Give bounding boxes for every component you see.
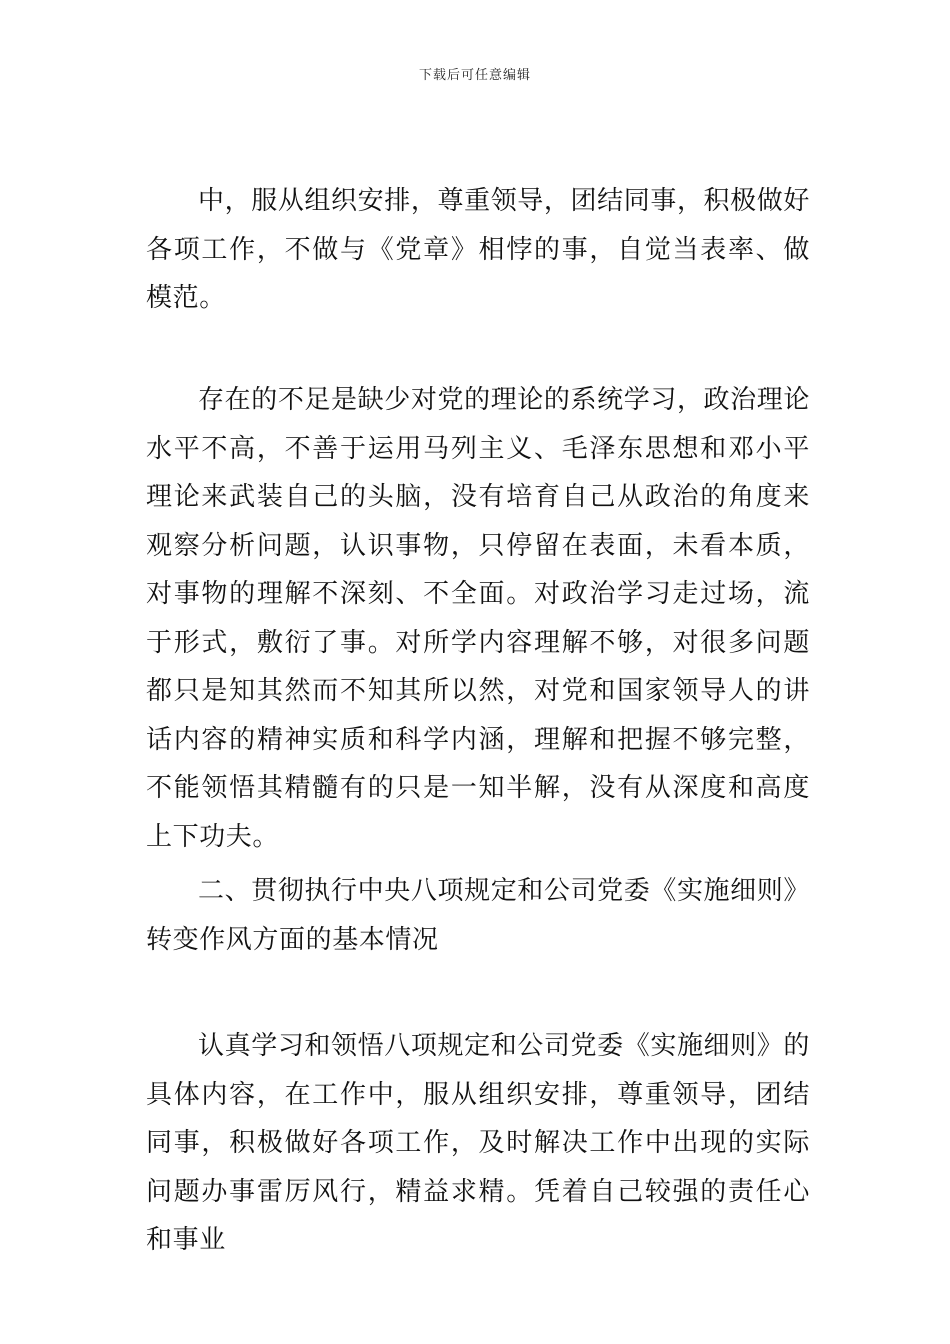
paragraph-study: 认真学习和领悟八项规定和公司党委《实施细则》的具体内容，在工作中，服从组织安排，尊重领导，团结同事，积极做好各项工作，及时解决工作中出现的实际问题办事雷厉风行，精益求精。凭着自己较强的责任心和事业 — [146, 1031, 810, 1255]
header-note: 下载后可任意编辑 — [418, 68, 531, 83]
paragraph-continued: 中，服从组织安排，尊重领导，团结同事，积极做好各项工作，不做与《党章》相悖的事，自觉当表率、做模范。 — [146, 186, 810, 313]
paragraph-shortcomings: 存在的不足是缺少对党的理论的系统学习，政治理论水平不高，不善于运用马列主义、毛泽东思想和邓小平理论来武装自己的头脑，没有培育自己从政治的角度来观察分析问题，认识事物，只停留在表面，未看本质，对事物的理解不深刻、不全面。对政治学习走过场，流于形式，敷衍了事。对所学内容理解不够，对很多问题都只是知其然而不知其所以然，对党和国家领导人的讲话内容的精神实质和科学内涵，理解和把握不够完整，不能领悟其精髓有的只是一知半解，没有从深度和高度上下功夫。 — [146, 385, 810, 852]
section-heading: 二、贯彻执行中央八项规定和公司党委《实施细则》转变作风方面的基本情况 — [146, 876, 810, 955]
